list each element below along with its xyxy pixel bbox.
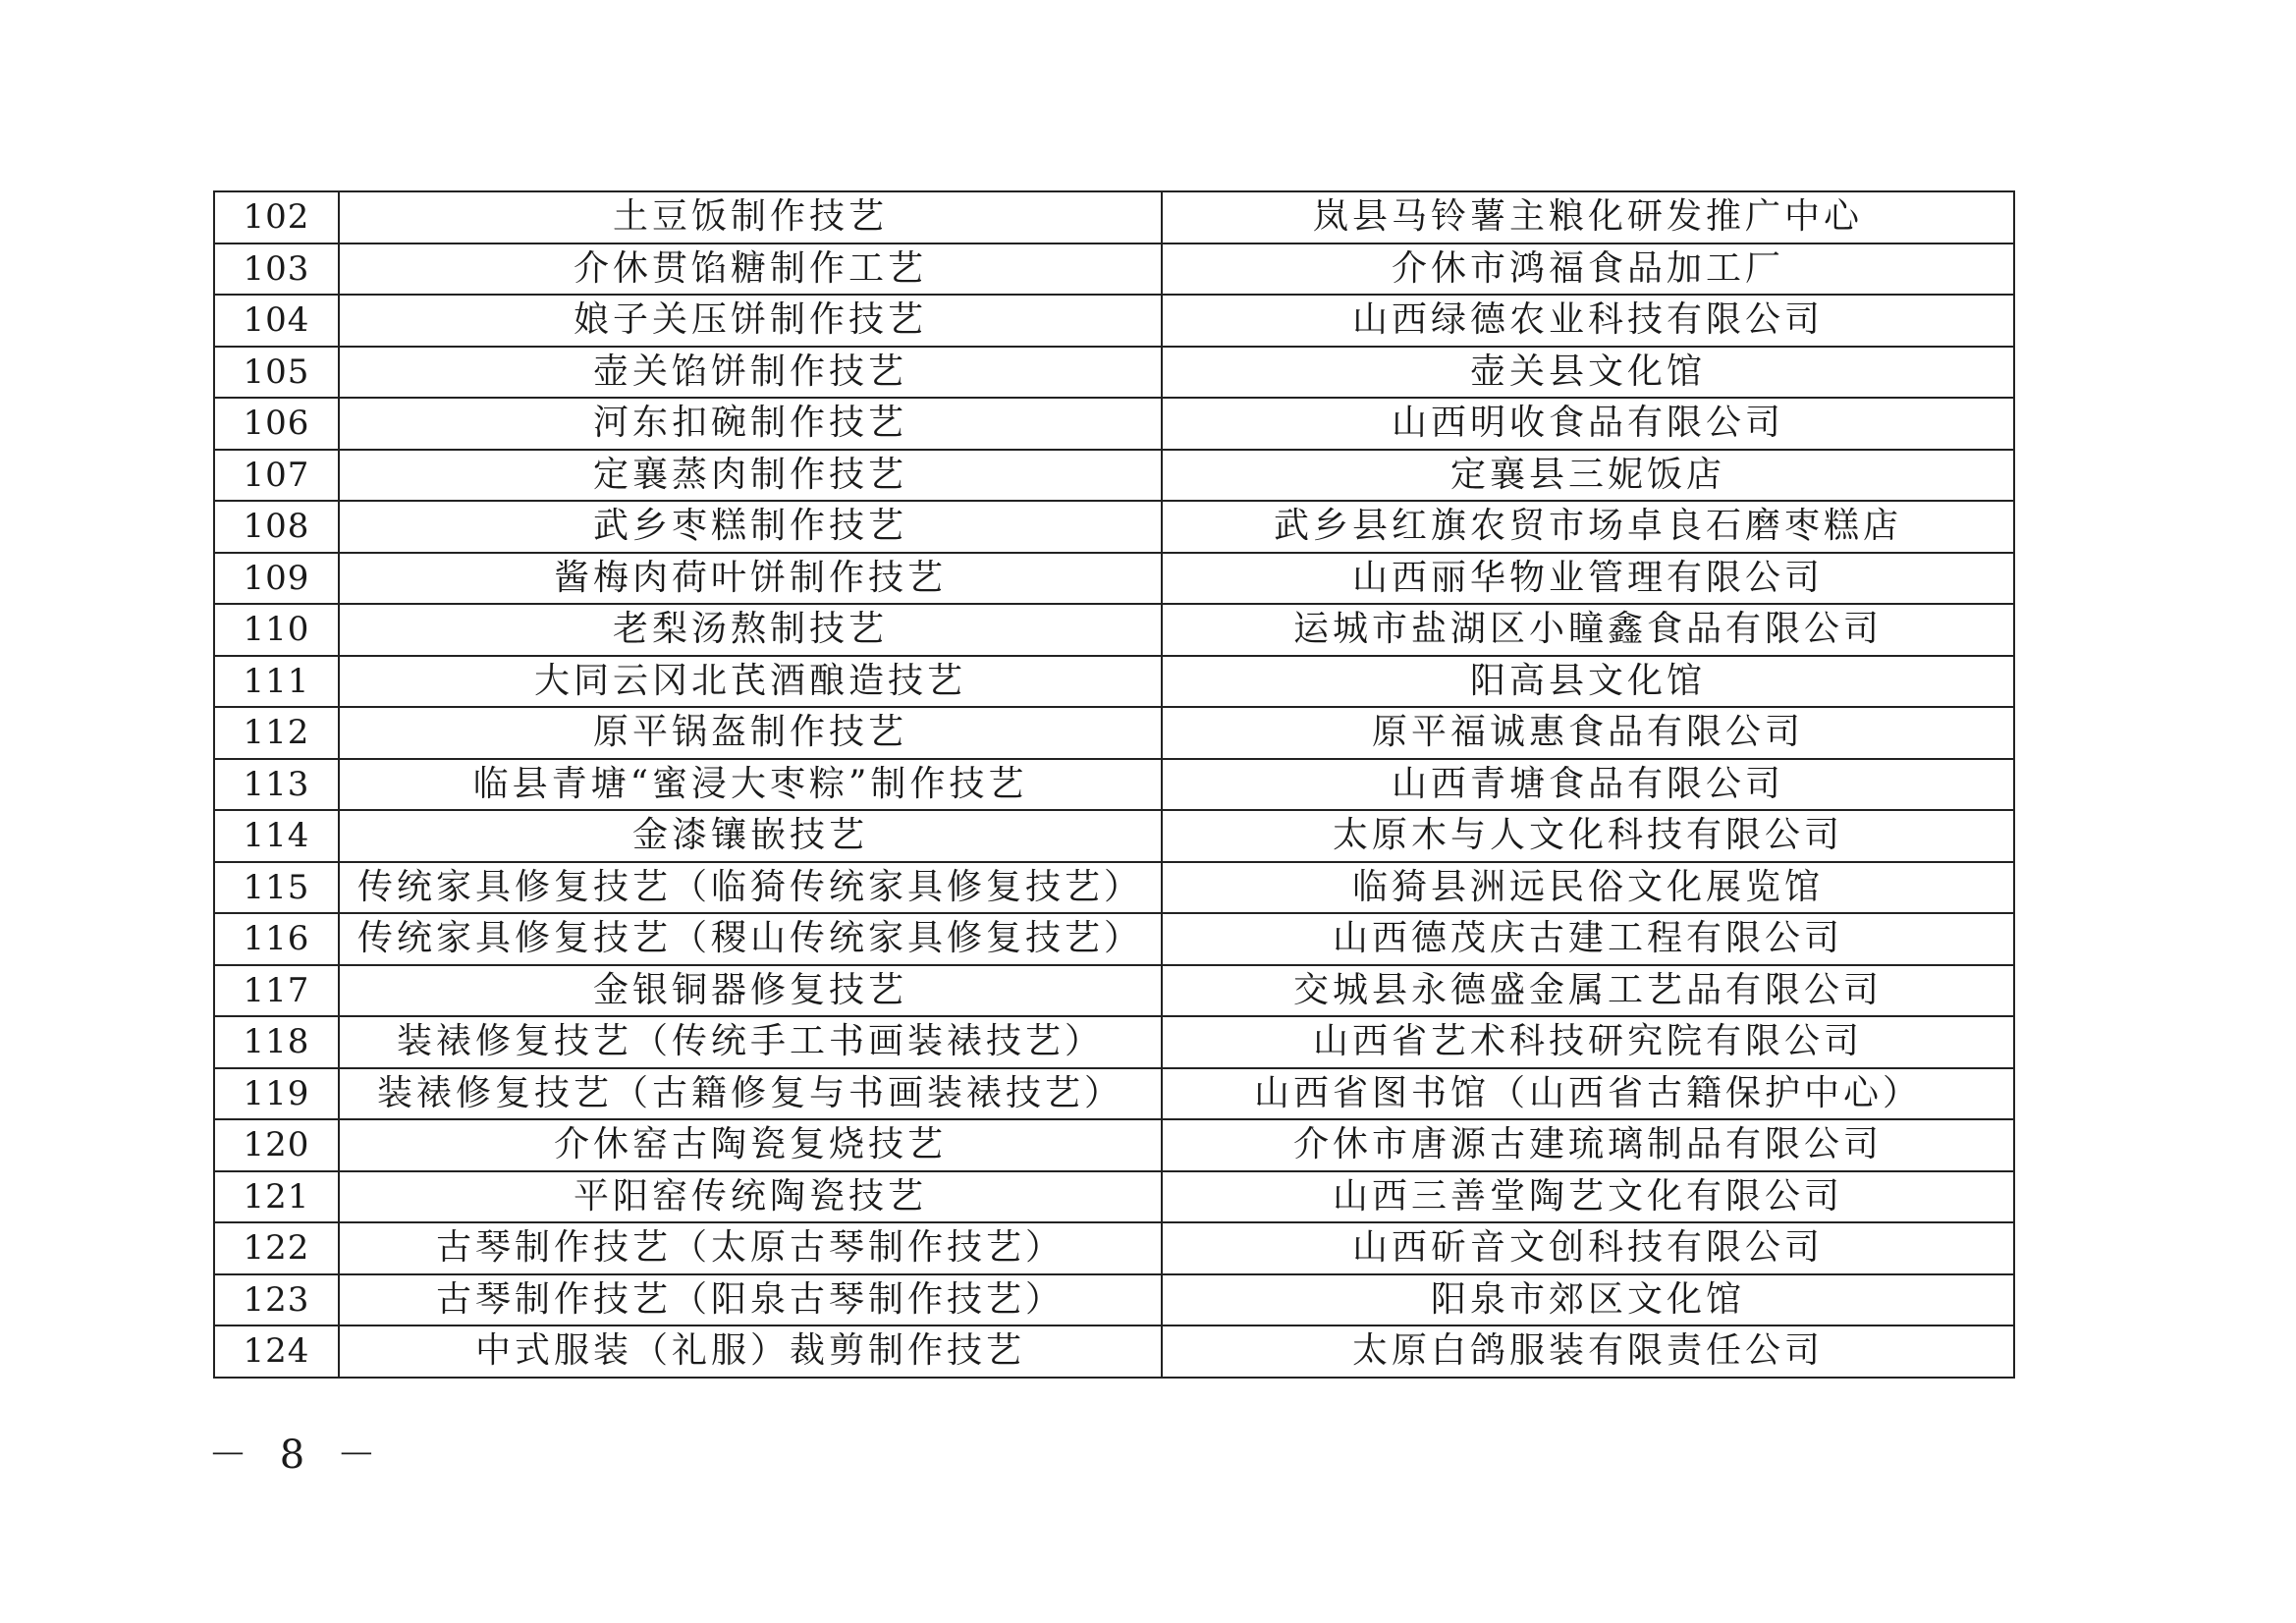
table-row [214, 450, 2014, 502]
row-number: 107 [214, 450, 339, 502]
protection-unit: 岚县马铃薯主粮化研发推广中心 [1162, 191, 2014, 243]
protection-unit: 太原白鸽服装有限责任公司 [1162, 1325, 2014, 1378]
protection-unit: 阳高县文化馆 [1162, 656, 2014, 708]
row-number: 122 [214, 1222, 339, 1274]
protection-unit: 山西德茂庆古建工程有限公司 [1162, 913, 2014, 965]
row-number: 118 [214, 1016, 339, 1068]
table-row [214, 191, 2014, 243]
row-number: 102 [214, 191, 339, 243]
row-number: 119 [214, 1068, 339, 1120]
table-row [214, 243, 2014, 296]
project-name: 中式服装（礼服）裁剪制作技艺 [339, 1325, 1162, 1378]
table-row [214, 965, 2014, 1017]
table-row [214, 656, 2014, 708]
project-name: 金漆镶嵌技艺 [339, 810, 1162, 862]
protection-unit: 山西省图书馆（山西省古籍保护中心） [1162, 1068, 2014, 1120]
table-row [214, 707, 2014, 759]
row-number: 124 [214, 1325, 339, 1378]
row-number: 112 [214, 707, 339, 759]
project-name: 壶关馅饼制作技艺 [339, 347, 1162, 399]
project-list-table [213, 190, 2015, 1379]
project-name: 介休贯馅糖制作工艺 [339, 243, 1162, 296]
row-number: 123 [214, 1274, 339, 1326]
table-row [214, 1171, 2014, 1223]
project-name: 传统家具修复技艺（临猗传统家具修复技艺） [339, 862, 1162, 914]
table-row [214, 913, 2014, 965]
row-number: 115 [214, 862, 339, 914]
project-name: 金银铜器修复技艺 [339, 965, 1162, 1017]
project-name: 古琴制作技艺（太原古琴制作技艺） [339, 1222, 1162, 1274]
project-name: 河东扣碗制作技艺 [339, 398, 1162, 450]
table-row [214, 1222, 2014, 1274]
row-number: 105 [214, 347, 339, 399]
protection-unit: 山西丽华物业管理有限公司 [1162, 553, 2014, 605]
protection-unit: 临猗县洲远民俗文化展览馆 [1162, 862, 2014, 914]
project-name: 传统家具修复技艺（稷山传统家具修复技艺） [339, 913, 1162, 965]
table-row [214, 1068, 2014, 1120]
row-number: 103 [214, 243, 339, 296]
project-name: 老梨汤熬制技艺 [339, 604, 1162, 656]
protection-unit: 武乡县红旗农贸市场卓良石磨枣糕店 [1162, 501, 2014, 553]
table-row [214, 501, 2014, 553]
table-body [214, 191, 2014, 1378]
project-name: 酱梅肉荷叶饼制作技艺 [339, 553, 1162, 605]
protection-unit: 山西省艺术科技研究院有限公司 [1162, 1016, 2014, 1068]
protection-unit: 山西绿德农业科技有限公司 [1162, 295, 2014, 347]
project-name: 原平锅盔制作技艺 [339, 707, 1162, 759]
project-name: 平阳窑传统陶瓷技艺 [339, 1171, 1162, 1223]
table-row [214, 604, 2014, 656]
table-row [214, 1119, 2014, 1171]
protection-unit: 介休市唐源古建琉璃制品有限公司 [1162, 1119, 2014, 1171]
protection-unit: 壶关县文化馆 [1162, 347, 2014, 399]
protection-unit: 原平福诚惠食品有限公司 [1162, 707, 2014, 759]
row-number: 114 [214, 810, 339, 862]
table-row [214, 1274, 2014, 1326]
project-name: 定襄蒸肉制作技艺 [339, 450, 1162, 502]
project-name: 介休窑古陶瓷复烧技艺 [339, 1119, 1162, 1171]
row-number: 111 [214, 656, 339, 708]
row-number: 116 [214, 913, 339, 965]
table-row [214, 347, 2014, 399]
protection-unit: 山西斫音文创科技有限公司 [1162, 1222, 2014, 1274]
project-name: 装裱修复技艺（古籍修复与书画装裱技艺） [339, 1068, 1162, 1120]
table-row [214, 1325, 2014, 1378]
row-number: 108 [214, 501, 339, 553]
protection-unit: 山西青塘食品有限公司 [1162, 759, 2014, 811]
protection-unit: 定襄县三妮饭店 [1162, 450, 2014, 502]
row-number: 110 [214, 604, 339, 656]
row-number: 109 [214, 553, 339, 605]
project-name: 大同云冈北芪酒酿造技艺 [339, 656, 1162, 708]
table-row [214, 759, 2014, 811]
table-row [214, 862, 2014, 914]
protection-unit: 山西三善堂陶艺文化有限公司 [1162, 1171, 2014, 1223]
row-number: 113 [214, 759, 339, 811]
table-row [214, 398, 2014, 450]
project-name: 土豆饭制作技艺 [339, 191, 1162, 243]
table-row [214, 295, 2014, 347]
row-number: 120 [214, 1119, 339, 1171]
project-name: 武乡枣糕制作技艺 [339, 501, 1162, 553]
protection-unit: 山西明收食品有限公司 [1162, 398, 2014, 450]
table-row [214, 1016, 2014, 1068]
protection-unit: 运城市盐湖区小瞳鑫食品有限公司 [1162, 604, 2014, 656]
protection-unit: 太原木与人文化科技有限公司 [1162, 810, 2014, 862]
protection-unit: 介休市鸿福食品加工厂 [1162, 243, 2014, 296]
protection-unit: 阳泉市郊区文化馆 [1162, 1274, 2014, 1326]
project-name: 装裱修复技艺（传统手工书画装裱技艺） [339, 1016, 1162, 1068]
row-number: 117 [214, 965, 339, 1017]
project-name: 古琴制作技艺（阳泉古琴制作技艺） [339, 1274, 1162, 1326]
project-name: 娘子关压饼制作技艺 [339, 295, 1162, 347]
project-name: 临县青塘“蜜浸大枣粽”制作技艺 [339, 759, 1162, 811]
row-number: 121 [214, 1171, 339, 1223]
page-number: － 8 － [208, 1433, 386, 1478]
table-row [214, 553, 2014, 605]
row-number: 104 [214, 295, 339, 347]
protection-unit: 交城县永德盛金属工艺品有限公司 [1162, 965, 2014, 1017]
table-row [214, 810, 2014, 862]
row-number: 106 [214, 398, 339, 450]
